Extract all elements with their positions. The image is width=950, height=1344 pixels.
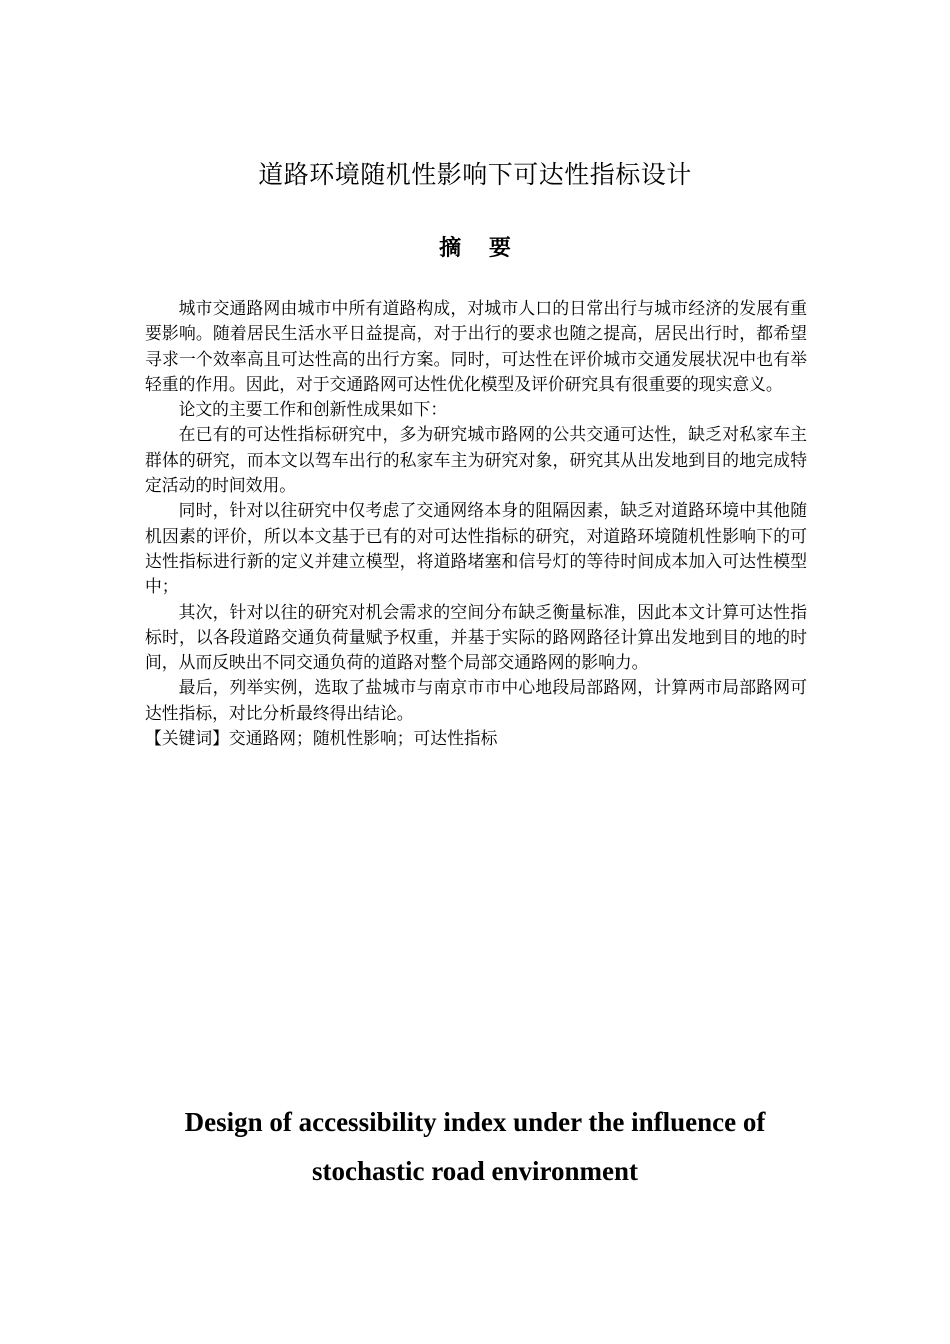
abstract-paragraph-4: 同时，针对以往研究中仅考虑了交通网络本身的阻隔因素，缺乏对道路环境中其他随机因素的评价，所以本文基于已有的对可达性指标的研究，对道路环境随机性影响下的可达性指标进行新的定义并建立模型，将道路堵塞和信号灯的等待时间成本加入可达性模型中； bbox=[145, 500, 807, 597]
abstract-paragraph-5: 其次，针对以往的研究对机会需求的空间分布缺乏衡量标准，因此本文计算可达性指标时，以各段道路交通负荷量赋予权重，并基于实际的路网路径计算出发地到目的地的时间，从而反映出不同交通负荷的道路对整个局部交通路网的影响力。 bbox=[145, 601, 807, 673]
abstract-paragraph-2: 论文的主要工作和创新性成果如下： bbox=[178, 399, 448, 420]
keywords-line: 【关键词】交通路网；随机性影响；可达性指标 bbox=[145, 728, 498, 749]
english-title-line-2: stochastic road environment bbox=[312, 1156, 638, 1186]
abstract-paragraph-1: 城市交通路网由城市中所有道路构成，对城市人口的日常出行与城市经济的发展有重要影响。随着居民生活水平日益提高，对于出行的要求也随之提高，居民出行时，都希望寻求一个效率高且可达性高的出行方案。同时，可达性在评价城市交通发展状况中也有举轻重的作用。因此，对于交通路网可达性优化模型及评价研究具有很重要的现实意义。 bbox=[145, 298, 807, 394]
english-title bbox=[120, 1098, 830, 1196]
abstract-heading: 摘 要 bbox=[439, 236, 521, 261]
abstract-body bbox=[145, 296, 807, 751]
chinese-title: 道路环境随机性影响下可达性指标设计 bbox=[258, 160, 692, 189]
english-title-line-1: Design of accessibility index under the influence of bbox=[184, 1107, 766, 1137]
abstract-paragraph-3: 在已有的可达性指标研究中，多为研究城市路网的公共交通可达性，缺乏对私家车主群体的研究，而本文以驾车出行的私家车主为研究对象，研究其从出发地到目的地完成特定活动的时间效用。 bbox=[145, 424, 807, 496]
abstract-paragraph-6: 最后，列举实例，选取了盐城市与南京市市中心地段局部路网，计算两市局部路网可达性指标，对比分析最终得出结论。 bbox=[145, 677, 807, 723]
